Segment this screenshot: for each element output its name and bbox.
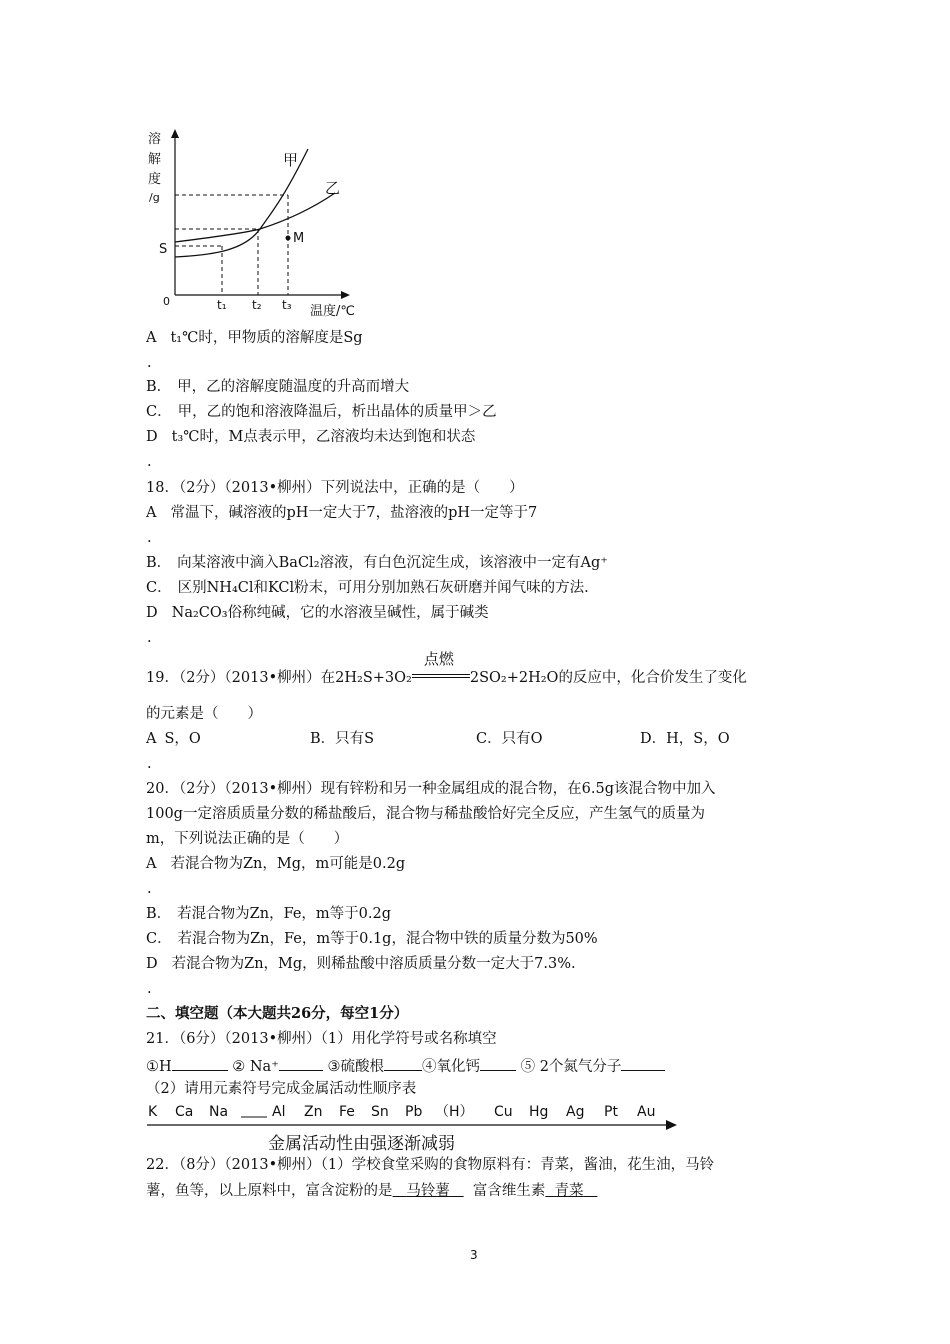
option-text: 若混合物为Zn，Mg，则稀盐酸中溶质质量分数一定大于7.3%. [171,956,576,972]
answer-blank[interactable] [480,1056,516,1071]
reaction-condition: 点燃 [423,650,454,668]
q20-option-b [146,905,391,923]
option-text: 甲，乙的饱和溶液降温后，析出晶体的质量甲＞乙 [177,404,497,420]
y-axis-arrow [171,129,179,138]
q20-line3: m，下列说法正确的是（ ） [146,831,349,847]
x-axis-arrow [341,291,350,299]
q22-mid: 富含维生素 [472,1183,546,1199]
option-text: Na₂CO₃俗称纯碱，它的水溶液呈碱性，属于碱类 [171,605,489,621]
option-text: 若混合物为Zn，Fe，m等于0.2g [177,906,392,922]
option-label: A [146,330,157,346]
q21-item-2: ② Na⁺ [232,1059,279,1075]
metal-na: Na [209,1104,229,1120]
s-label: S [159,242,168,257]
metal-cu: Cu [494,1104,513,1120]
q19-prefix: 19．（2分）（2013•柳州）在 [146,670,336,686]
option-label: B． [146,555,172,571]
y-axis-label-1: 溶 [148,132,162,147]
option-label: B． [146,379,172,395]
option-text: t₁℃时，甲物质的溶解度是Sg [170,330,363,346]
x-axis-label: 温度/℃ [310,304,355,319]
metal-ca: Ca [175,1104,194,1120]
option-text: 区别NH₄Cl和KCl粉末，可用分别加熟石灰研磨并闻气味的方法. [177,580,589,596]
activity-arrow-head [666,1120,677,1130]
point-m-label: M [293,231,305,246]
q19-option-b [310,730,374,748]
q21-part2: （2）请用元素符号完成金属活动性顺序表 [146,1081,417,1097]
option-label: A [146,856,157,872]
metal-pb: Pb [405,1104,423,1120]
dot: . [147,981,152,997]
option-label: A [146,505,157,521]
option-text: 若混合物为Zn，Fe，m等于0.1g，混合物中铁的质量分数为50% [177,931,598,947]
option-text: 向某溶液中滴入BaCl₂溶液，有白色沉淀生成，该溶液中一定有Ag⁺ [177,555,608,571]
q20-option-a [146,855,405,873]
element-h: （H） [435,1104,474,1120]
option-label: C． [146,580,172,596]
dot: . [147,530,152,546]
curve-label-yi: 乙 [325,179,341,197]
answer-blank[interactable] [172,1056,228,1071]
q20-line1: 20．（2分）（2013•柳州）现有锌粉和另一种金属组成的混合物，在6.5g该混合物中加入 [146,781,716,797]
q19-line2: 的元素是（ ） [146,706,262,722]
option-label: B． [310,731,336,747]
tick-t2: t₂ [252,298,262,312]
option-label: D [146,956,158,972]
q19-reactants: 2H₂S+3O₂ [335,670,412,686]
q19-products: 2SO₂+2H₂O [469,670,559,686]
q19-stem [146,650,747,687]
y-axis-label-2: 解 [148,152,162,167]
q17-option-d [146,428,475,446]
q17-option-a [146,329,363,347]
point-m [286,236,291,241]
page-number: 3 [470,1248,478,1262]
answer-2 [545,1183,597,1199]
q21-item-1: ①H [146,1059,172,1075]
answer-1-text: 马铃薯 [406,1183,450,1199]
q22-line1: 22．（8分）（2013•柳州）（1）学校食堂采购的食物原料有：青菜，酱油，花生油，马铃 [146,1157,715,1173]
option-text: S，O [164,731,201,747]
option-label: C． [146,931,172,947]
option-label: C． [146,404,172,420]
metal-au: Au [637,1104,656,1120]
metal-al: Al [272,1104,286,1120]
metal-k: K [148,1104,158,1120]
metal-zn: Zn [304,1104,323,1120]
dot: . [147,881,152,897]
option-text: t₃℃时，M点表示甲，乙溶液均未达到饱和状态 [171,429,476,445]
answer-blank[interactable] [384,1056,422,1071]
q18-option-a [146,504,537,522]
q19-option-d [640,730,730,748]
q22-prefix: 薯，鱼等，以上原料中，富含淀粉的是 [146,1183,393,1199]
q17-option-c [146,403,497,421]
dot: . [147,756,152,772]
q18-option-d [146,604,489,622]
section-heading: 二、填空题（本大题共26分，每空1分） [146,1005,409,1022]
answer-blank[interactable] [621,1056,665,1071]
option-label: D． [640,731,667,747]
dot: . [147,355,152,371]
tick-t3: t₃ [282,298,292,312]
answer-blank[interactable] [279,1056,323,1071]
q20-option-c [146,930,598,948]
origin-label: 0 [163,295,170,308]
dot: . [147,454,152,470]
activity-series [145,1098,685,1132]
option-label: B． [146,906,172,922]
q18-option-c [146,579,589,597]
option-label: D [146,605,158,621]
option-text: 若混合物为Zn，Mg，m可能是0.2g [170,856,406,872]
q19-option-c [476,730,543,748]
y-axis-label-4: /g [149,191,160,204]
answer-2-text: 青菜 [554,1183,584,1199]
q22-line2 [146,1182,597,1200]
q20-option-d [146,955,576,973]
reaction-arrow [412,650,470,682]
metal-hg: Hg [529,1104,549,1120]
option-label: D [146,429,158,445]
metal-fe: Fe [339,1104,355,1120]
q19-suffix: 的反应中，化合价发生了变化 [558,670,747,686]
tick-t1: t₁ [217,298,227,312]
q18-option-b [146,554,608,572]
q20-line2: 100g一定溶质质量分数的稀盐酸后，混合物与稀盐酸恰好完全反应，产生氢气的质量为 [146,806,705,822]
option-label: A [146,731,157,747]
option-text: H，S，O [666,731,730,747]
option-text: 只有O [501,731,543,747]
q18-stem: 18．（2分）（2013•柳州）下列说法中，正确的是（ ） [146,480,524,496]
option-label: C． [476,731,502,747]
q21-item-3: ③硫酸根 [327,1059,384,1075]
option-text: 只有S [335,731,375,747]
option-text: 常温下，碱溶液的pH一定大于7，盐溶液的pH一定等于7 [170,505,538,521]
q21-item-4: ④氧化钙 [421,1059,480,1075]
dot: . [147,630,152,646]
answer-1 [393,1183,464,1199]
curve-label-jia: 甲 [283,151,299,169]
activity-arrow-caption: 金属活动性由强逐渐减弱 [268,1134,455,1154]
q21-item-5: ⑤ 2个氮气分子 [520,1059,622,1075]
metal-ag: Ag [566,1104,585,1120]
q19-option-a [146,730,201,748]
solubility-graph [145,125,365,320]
metal-pt: Pt [604,1104,618,1120]
y-axis-label-3: 度 [148,172,162,187]
q21-stem: 21．（6分）（2013•柳州）（1）用化学符号或名称填空 [146,1031,497,1047]
metal-sn: Sn [371,1104,389,1120]
q21-blanks [146,1056,665,1076]
q17-option-b [146,378,409,396]
option-text: 甲，乙的溶解度随温度的升高而增大 [177,379,410,395]
